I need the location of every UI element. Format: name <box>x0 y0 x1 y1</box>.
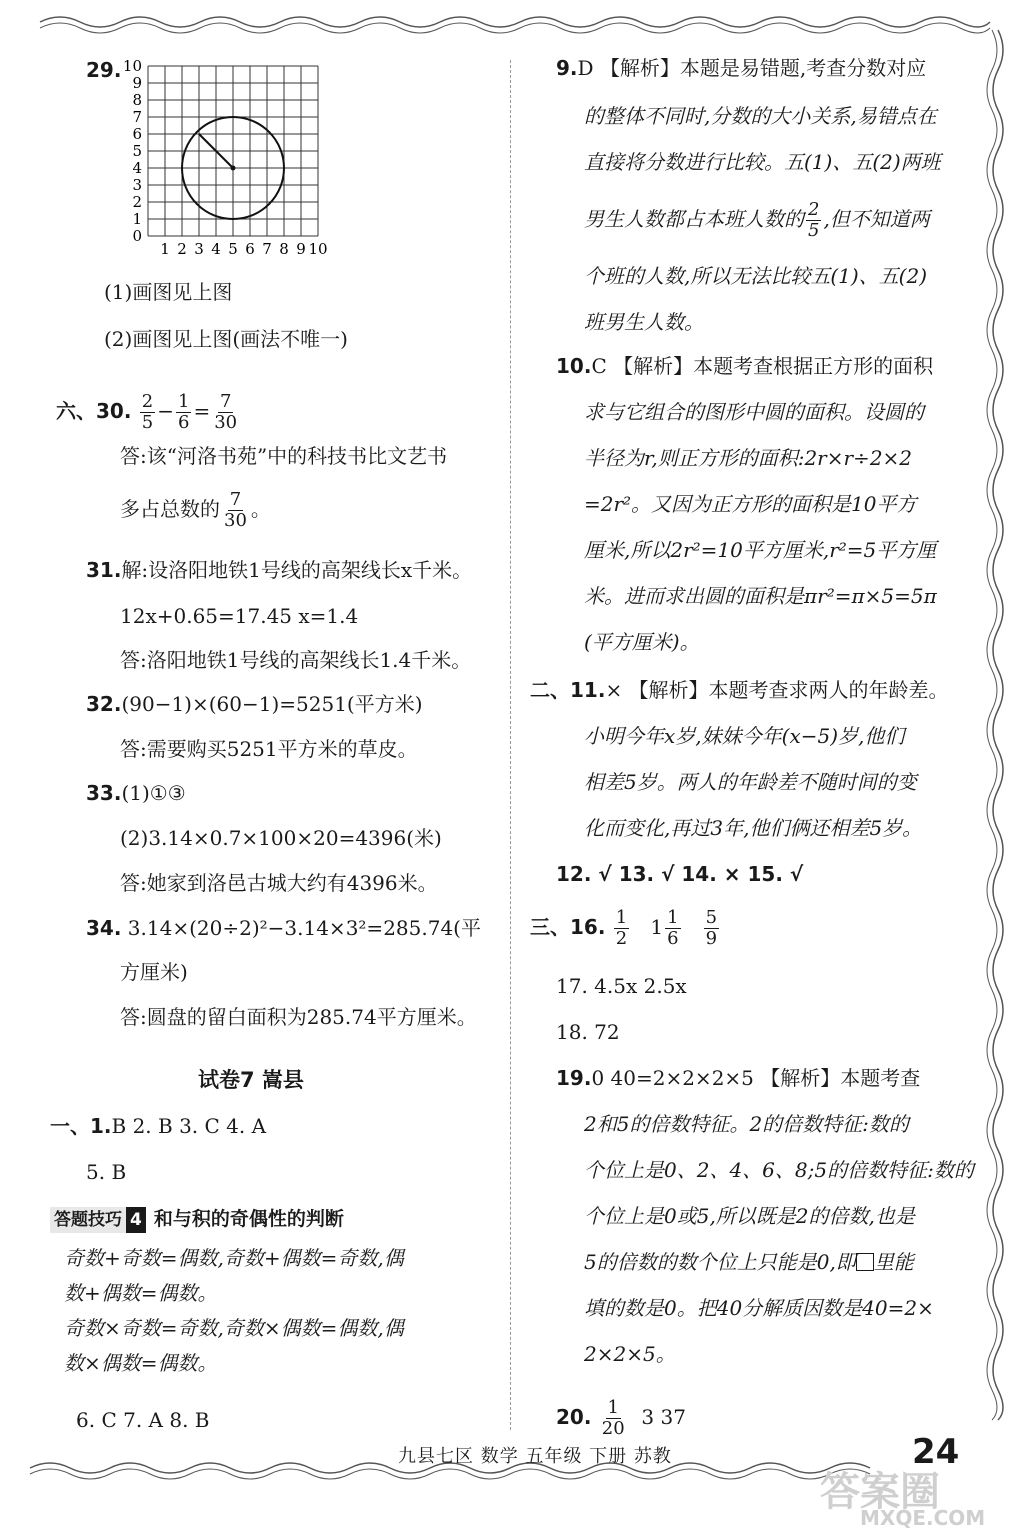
page-number: 24 <box>912 1432 960 1472</box>
q11-line2: 小明今年x岁,妹妹今年(x−5)岁,他们 <box>584 724 905 748</box>
y-tick-label: 1 <box>132 210 142 228</box>
sec1-line3: 6. C 7. A 8. B <box>76 1408 210 1432</box>
x-tick-label: 9 <box>296 240 306 256</box>
y-tick-label: 6 <box>132 125 142 143</box>
y-tick-label: 3 <box>132 176 142 194</box>
q12-15-line: 12. √ 13. √ 14. × 15. √ <box>556 862 804 886</box>
q9-line3: 直接将分数进行比较。五(1)、五(2)两班 <box>584 150 941 174</box>
x-tick-label: 3 <box>194 240 204 256</box>
q33-line2: (2)3.14×0.7×100×20=4396(米) <box>120 826 442 850</box>
x-tick-label: 1 <box>160 240 170 256</box>
y-tick-label: 8 <box>132 91 142 109</box>
q10-line1: 10.C 【解析】本题考查根据正方形的面积 <box>556 354 934 378</box>
y-tick-label: 0 <box>132 227 142 245</box>
q20-line: 20. $\frac{1}{20}$ 3 37 <box>556 1397 686 1439</box>
q29-label: 29. <box>86 58 122 82</box>
y-tick-label: 5 <box>132 142 142 160</box>
y-tick-label: 2 <box>132 193 142 211</box>
x-tick-label: 7 <box>262 240 272 256</box>
q9-line5: 个班的人数,所以无法比较五(1)、五(2) <box>584 264 928 288</box>
q9-frac: $\frac{2}{5}$ <box>808 199 820 241</box>
x-tick-label: 4 <box>211 240 221 256</box>
q30-answer-frac: $\frac{7}{30}$ <box>224 489 247 531</box>
q10-line7: (平方厘米)。 <box>584 630 700 654</box>
q30-line: 六、30. $\frac{2}{5}$ − $\frac{1}{6}$ = $\frac{7}{30}$ <box>56 391 238 433</box>
x-tick-label: 2 <box>177 240 187 256</box>
q19-line3: 个位上是0、2、4、6、8;5的倍数特征:数的 <box>584 1158 974 1182</box>
y-tick-label: 4 <box>132 159 142 177</box>
q16-frac-3: $\frac{5}{9}$ <box>705 907 718 949</box>
x-tick-label: 10 <box>308 240 328 256</box>
x-tick-label: 8 <box>279 240 289 256</box>
circle-center-point <box>231 166 236 171</box>
q32-line2: 答:需要购买5251平方米的草皮。 <box>120 737 418 761</box>
q10-line4: =2r²。又因为正方形的面积是10平方 <box>584 492 917 516</box>
y-tick-label: 7 <box>132 108 142 126</box>
q30-answer-2: 多占总数的 $\frac{7}{30}$ 。 <box>120 489 271 531</box>
y-tick-label: 9 <box>132 74 142 92</box>
q19-line2: 2和5的倍数特征。2的倍数特征:数的 <box>584 1112 909 1136</box>
q10-line5: 厘米,所以2r²=10平方厘米,r²=5平方厘 <box>584 538 937 562</box>
sec1-line1: 一、1.B 2. B 3. C 4. A <box>50 1114 267 1138</box>
blank-box <box>856 1253 874 1271</box>
q19-line4: 个位上是0或5,所以既是2的倍数,也是 <box>584 1204 915 1228</box>
q32-line1: 32.(90−1)×(60−1)=5251(平方米) <box>86 692 423 716</box>
sec1-line2: 5. B <box>86 1160 127 1184</box>
q31-line3: 答:洛阳地铁1号线的高架线长1.4千米。 <box>120 648 472 672</box>
q33-line3: 答:她家到洛邑古城大约有4396米。 <box>120 871 438 895</box>
watermark-url: MXQE.COM <box>860 1506 986 1530</box>
q11-line4: 化而变化,再过3年,他们俩还相差5岁。 <box>584 816 923 840</box>
q30-label: 六、30. <box>56 399 132 423</box>
column-divider <box>510 60 511 1430</box>
q30-frac-b: $\frac{1}{6}$ <box>178 391 190 433</box>
y-tick-label: 10 <box>122 57 142 75</box>
q9-line4: 男生人数都占本班人数的 $\frac{2}{5}$ ,但不知道两 <box>584 199 930 241</box>
q19-line7: 2×2×5。 <box>584 1342 676 1366</box>
q10-line2: 求与它组合的图形中圆的面积。设圆的 <box>584 400 924 424</box>
tip-line1: 奇数+奇数=偶数,奇数+偶数=奇数,偶 <box>64 1246 404 1270</box>
tip-title: 和与积的奇偶性的判断 <box>153 1208 344 1230</box>
q16-line: 三、16. $\frac{1}{2}$ 1 $\frac{1}{6}$ $\frac{5}{9}$ <box>530 907 718 949</box>
q19-line1: 19.0 40=2×2×2×5 【解析】本题考查 <box>556 1066 921 1090</box>
q19-line5: 5的倍数的数个位上只能是0,即 里能 <box>584 1250 914 1274</box>
x-tick-label: 5 <box>228 240 238 256</box>
q19-line6: 填的数是0。把40分解质因数是40=2× <box>584 1296 934 1320</box>
tip-line3: 奇数×奇数=奇数,奇数×偶数=偶数,偶 <box>64 1316 404 1340</box>
q30-frac-a: $\frac{2}{5}$ <box>141 391 154 433</box>
q10-line3: 半径为r,则正方形的面积:2r×r÷2×2 <box>584 446 913 470</box>
tip-badge: 答题技巧 <box>50 1207 126 1233</box>
tip-line4: 数×偶数=偶数。 <box>64 1351 218 1375</box>
section-title: 试卷7 嵩县 <box>198 1068 304 1092</box>
tip-number: 4 <box>126 1207 146 1233</box>
q18-line: 18. 72 <box>556 1020 620 1044</box>
q34-line2: 方厘米) <box>120 960 188 984</box>
q33-line1: 33.(1)①③ <box>86 781 186 805</box>
q29-part1: (1)画图见上图 <box>104 280 233 304</box>
q16-frac-2: $\frac{1}{6}$ <box>667 907 679 949</box>
q10-line6: 米。进而求出圆的面积是πr²=π×5=5π <box>584 584 937 608</box>
q31-line2: 12x+0.65=17.45 x=1.4 <box>120 604 359 628</box>
q20-frac: $\frac{1}{20}$ <box>601 1397 625 1439</box>
q16-frac-1: $\frac{1}{2}$ <box>615 907 628 949</box>
q11-line3: 相差5岁。两人的年龄差不随时间的变 <box>584 770 917 794</box>
q9-line6: 班男生人数。 <box>584 310 704 334</box>
q30-answer-1: 答:该“河洛书苑”中的科技书比文艺书 <box>120 444 448 468</box>
q34-line1: 34. 3.14×(20÷2)²−3.14×3²=285.74(平 <box>86 916 481 940</box>
q30-frac-c: $\frac{7}{30}$ <box>214 391 238 433</box>
x-tick-label: 6 <box>245 240 255 256</box>
q17-line: 17. 4.5x 2.5x <box>556 974 687 998</box>
q9-line2: 的整体不同时,分数的大小关系,易错点在 <box>584 104 937 128</box>
tip-line2: 数+偶数=偶数。 <box>64 1281 218 1305</box>
q31-line1: 31.解:设洛阳地铁1号线的高架线长x千米。 <box>86 558 473 582</box>
watermark-logo: 答案圈 <box>820 1469 940 1515</box>
coordinate-grid <box>120 56 330 256</box>
q34-line3: 答:圆盘的留白面积为285.74平方厘米。 <box>120 1005 477 1029</box>
q11-line1: 二、11.× 【解析】本题考查求两人的年龄差。 <box>530 678 949 702</box>
q9-line1: 9.D 【解析】本题是易错题,考查分数对应 <box>556 56 927 80</box>
tip-header <box>50 1206 344 1233</box>
q29-part2: (2)画图见上图(画法不唯一) <box>104 327 348 351</box>
footer-text: 九县七区 数学 五年级 下册 苏教 <box>398 1446 672 1467</box>
